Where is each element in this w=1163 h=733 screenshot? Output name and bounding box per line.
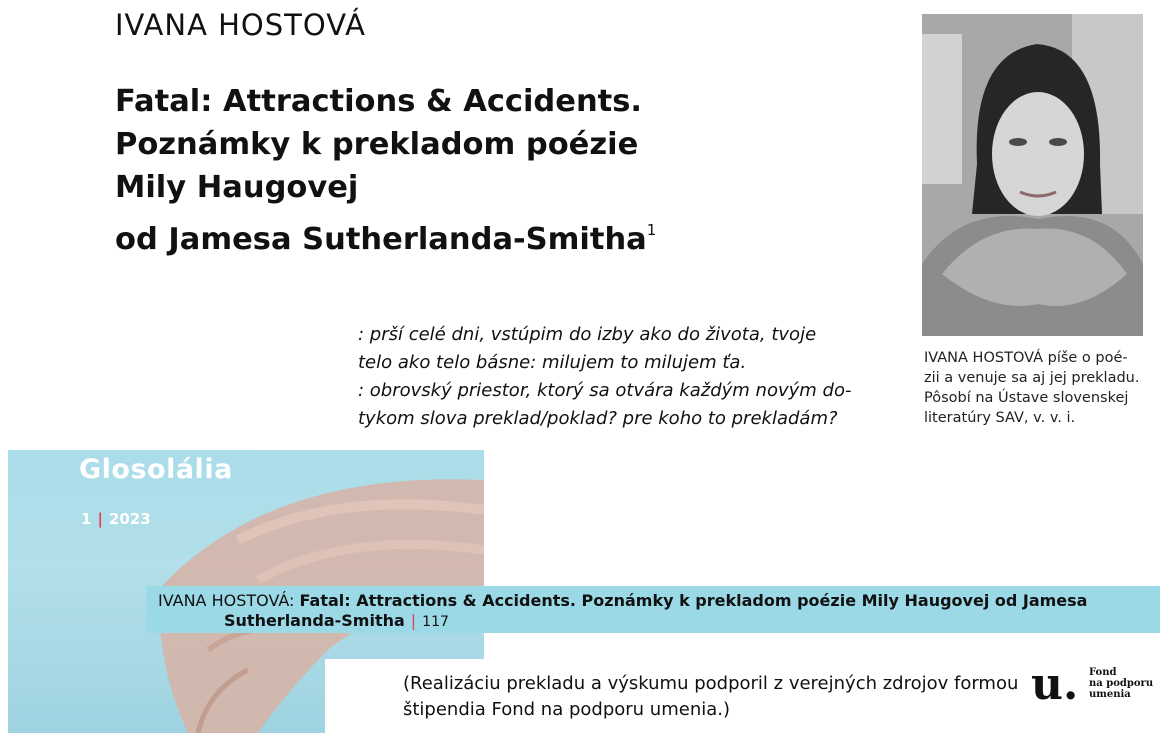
page-number: 117 <box>422 614 449 630</box>
footnote-mark[interactable]: 1 <box>646 221 657 239</box>
author-photo <box>922 14 1143 336</box>
title-line-2: Poznámky k prekladom poézie <box>115 127 639 162</box>
article-title <box>115 80 875 261</box>
title-line-4 <box>115 209 875 261</box>
running-header-line-1 <box>158 591 1087 611</box>
bio-line-4: literatúry SAV, v. v. i. <box>924 410 1076 426</box>
running-header-title-2: Sutherlanda-Smitha <box>224 611 405 630</box>
cover-issue <box>81 510 151 528</box>
funding-line-2: štipendia Fond na podporu umenia.) <box>403 699 730 720</box>
fund-logo <box>1031 659 1154 715</box>
cover-issue-year: 2023 <box>108 510 151 528</box>
bio-line-2: zii a venuje sa aj jej prekladu. <box>924 370 1140 386</box>
running-header-separator: | <box>410 611 417 630</box>
author-bio <box>924 348 1154 428</box>
title-line-4-text: od Jamesa Sutherlanda-Smitha <box>115 222 647 257</box>
running-header-author: IVANA HOSTOVÁ: <box>158 591 295 610</box>
cover-journal-title: Glosolália <box>79 454 233 485</box>
fund-logo-words <box>1089 667 1153 700</box>
fund-logo-letter: u. <box>1031 659 1079 710</box>
running-header <box>146 586 1160 633</box>
author-name: IVANA HOSTOVÁ <box>115 8 367 42</box>
funding-note <box>325 659 1163 733</box>
fund-logo-word-1: Fond <box>1089 667 1117 678</box>
funding-text <box>403 671 1018 723</box>
fund-logo-word-3: umenia <box>1089 689 1131 700</box>
cover-issue-separator: | <box>97 510 103 528</box>
funding-line-1: (Realizáciu prekladu a výskumu podporil z verejných zdrojov formou <box>403 673 1019 694</box>
running-header-line-2 <box>224 611 449 632</box>
running-header-title-1: Fatal: Attractions & Accidents. Poznámky k prekladom poézie Mily Haugovej od Jamesa <box>299 591 1088 610</box>
author-portrait-image <box>922 14 1143 336</box>
fund-logo-word-2: na podporu <box>1089 678 1154 689</box>
epigraph-line-4: tykom slova preklad/poklad? pre koho to prekladám? <box>358 408 838 429</box>
epigraph-line-1: : prší celé dni, vstúpim do izby ako do života, tvoje <box>358 324 817 345</box>
epigraph <box>358 321 888 433</box>
title-line-3: Mily Haugovej <box>115 170 359 205</box>
epigraph-line-2: telo ako telo básne: milujem to milujem ťa. <box>358 352 747 373</box>
epigraph-line-3: : obrovský priestor, ktorý sa otvára každým novým do- <box>358 380 852 401</box>
bio-line-3: Pôsobí na Ústave slovenskej <box>924 390 1129 406</box>
bio-line-1: IVANA HOSTOVÁ píše o poé- <box>924 350 1128 366</box>
title-line-1: Fatal: Attractions & Accidents. <box>115 84 642 119</box>
cover-issue-number: 1 <box>81 510 92 528</box>
